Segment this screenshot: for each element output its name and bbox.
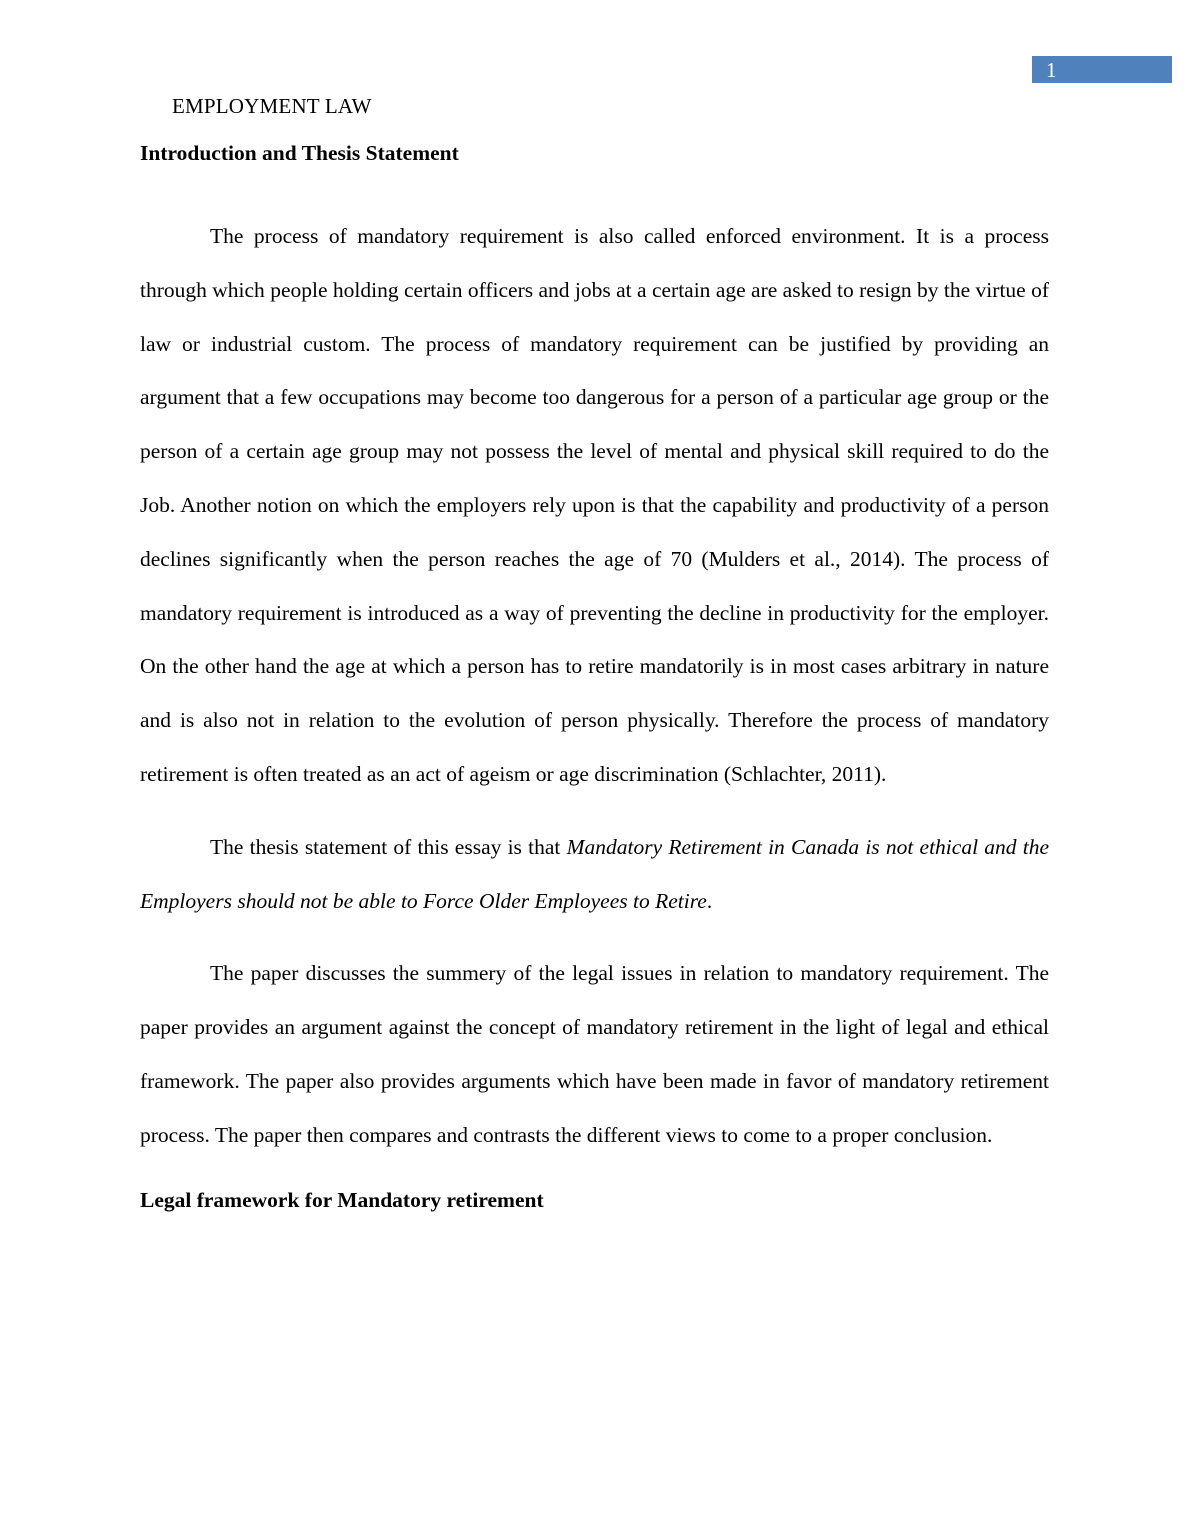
section-heading-introduction: Introduction and Thesis Statement <box>140 141 459 165</box>
thesis-lead-text: The thesis statement of this essay is that <box>210 834 567 859</box>
paragraph-thesis <box>140 821 1049 929</box>
document-body <box>140 138 1049 1215</box>
thesis-statement: Mandatory Retirement in Canada is not ethical and the Employers should not be able to Force Older Employees to Retire <box>140 834 1049 913</box>
page-number: 1 <box>1046 58 1057 82</box>
section-heading-legal-framework: Legal framework for Mandatory retirement <box>140 1187 544 1212</box>
running-head: EMPLOYMENT LAW <box>172 94 372 118</box>
paragraph-overview: The paper discusses the summery of the legal issues in relation to mandatory requirement. The paper provides an argument against the concept of mandatory retirement in the light of legal and ethical framework. The paper also provides arguments which have been made in favor of mandatory retirement process. The paper then compares and contrasts the different views to come to a proper conclusion. <box>140 961 1049 1147</box>
page-number-bar <box>1032 56 1172 83</box>
paragraph-intro: The process of mandatory requirement is also called enforced environment. It is a process through which people holding certain officers and jobs at a certain age are asked to resign by the virtue of law or industrial custom. The process of mandatory requirement can be justified by providing an argument that a few occupations may become too dangerous for a person of a particular age group or the person of a certain age group may not possess the level of mental and physical skill required to do the Job. Another notion on which the employers rely upon is that the capability and productivity of a person declines significantly when the person reaches the age of 70 (Mulders et al., 2014). The process of mandatory requirement is introduced as a way of preventing the decline in productivity for the employer. On the other hand the age at which a person has to retire mandatorily is in most cases arbitrary in nature and is also not in relation to the evolution of person physically. Therefore the process of mandatory retirement is often treated as an act of ageism or age discrimination (Schlachter, 2011). <box>140 224 1049 786</box>
thesis-end-punctuation: . <box>706 888 713 913</box>
